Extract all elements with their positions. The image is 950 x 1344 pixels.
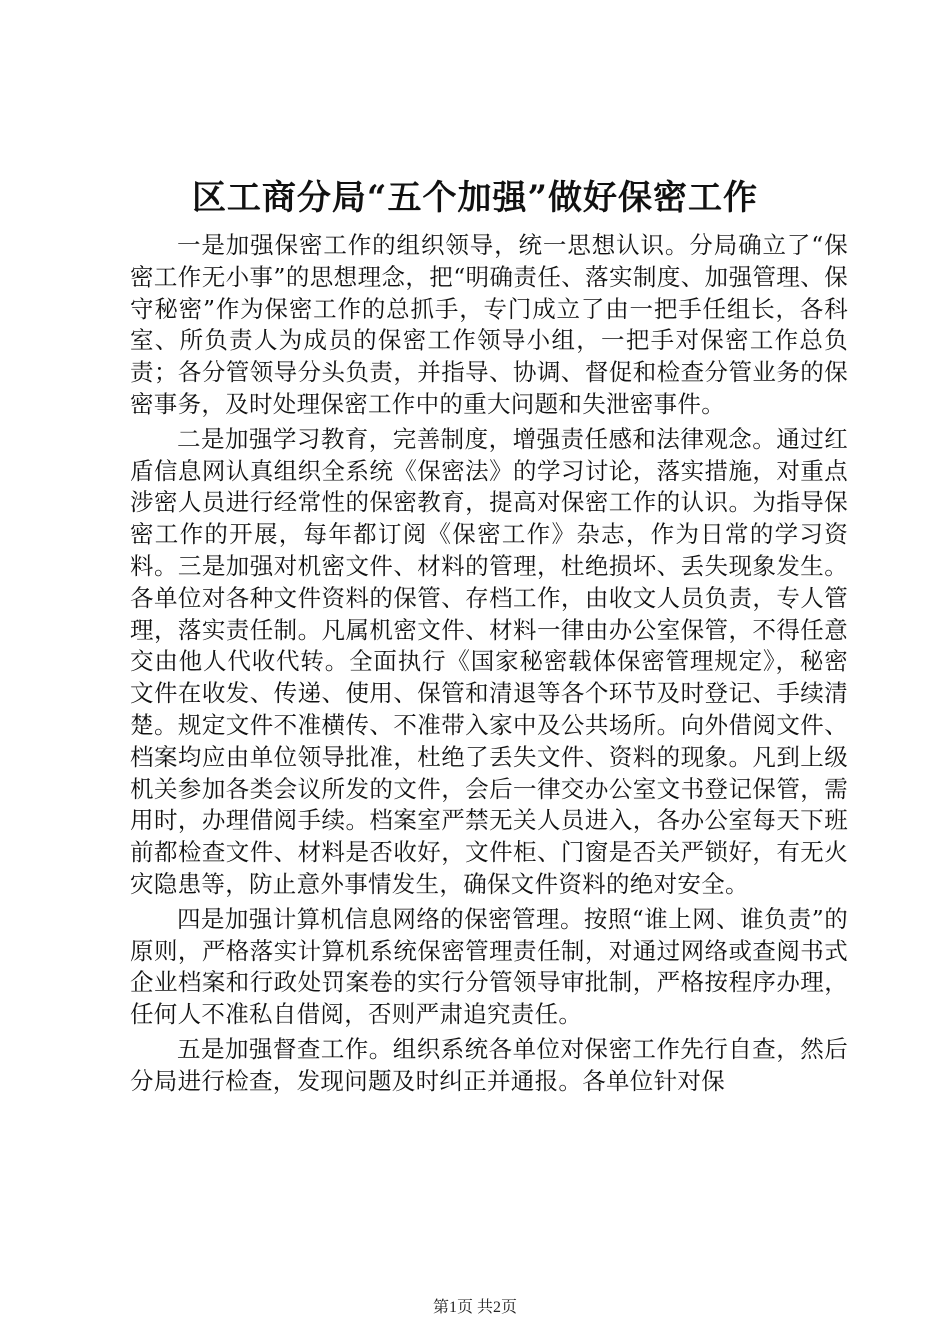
- paragraph-3: 四是加强计算机信息网络的保密管理。按照“谁上网、谁负责”的原则，严格落实计算机系统保密管理责任制，对通过网络或查阅书式企业档案和行政处罚案卷的实行分管领导审批制，严格按程序办理，任何人不准私自借阅，否则严肃追究责任。: [130, 904, 848, 1029]
- paragraph-1: 一是加强保密工作的组织领导，统一思想认识。分局确立了“保密工作无小事”的思想理念，把“明确责任、落实制度、加强管理、保守秘密”作为保密工作的总抓手，专门成立了由一把手任组长，各科室、所负责人为成员的保密工作领导小组，一把手对保密工作总负责；各分管领导分头负责，并指导、协调、督促和检查分管业务的保密事务，及时处理保密工作中的重大问题和失泄密事件。: [130, 231, 848, 418]
- paragraph-4: 五是加强督查工作。组织系统各单位对保密工作先行自查，然后分局进行检查，发现问题及时纠正并通报。各单位针对保: [130, 1034, 848, 1095]
- document-body: [130, 230, 848, 1101]
- document-title: 区工商分局“五个加强”做好保密工作: [191, 178, 759, 218]
- paragraph-2: 二是加强学习教育，完善制度，增强责任感和法律观念。通过红盾信息网认真组织全系统《保密法》的学习讨论，落实措施，对重点涉密人员进行经常性的保密教育，提高对保密工作的认识。为指导保密工作的开展，每年都订阅《保密工作》杂志，作为日常的学习资料。三是加强对机密文件、材料的管理，杜绝损坏、丢失现象发生。各单位对各种文件资料的保管、存档工作，由收文人员负责，专人管理，落实责任制。凡属机密文件、材料一律由办公室保管，不得任意交由他人代收代转。全面执行《国家秘密载体保密管理规定》，秘密文件在收发、传递、使用、保管和清退等各个环节及时登记、手续清楚。规定文件不准横传、不准带入家中及公共场所。向外借阅文件、档案均应由单位领导批准，杜绝了丢失文件、资料的现象。凡到上级机关参加各类会议所发的文件，会后一律交办公室文书登记保管，需用时，办理借阅手续。档案室严禁无关人员进入，各办公室每天下班前都检查文件、材料是否收好，文件柜、门窗是否关严锁好，有无火灾隐患等，防止意外事情发生，确保文件资料的绝对安全。: [130, 424, 848, 898]
- page-number-footer: 第1页 共2页: [432, 1299, 517, 1316]
